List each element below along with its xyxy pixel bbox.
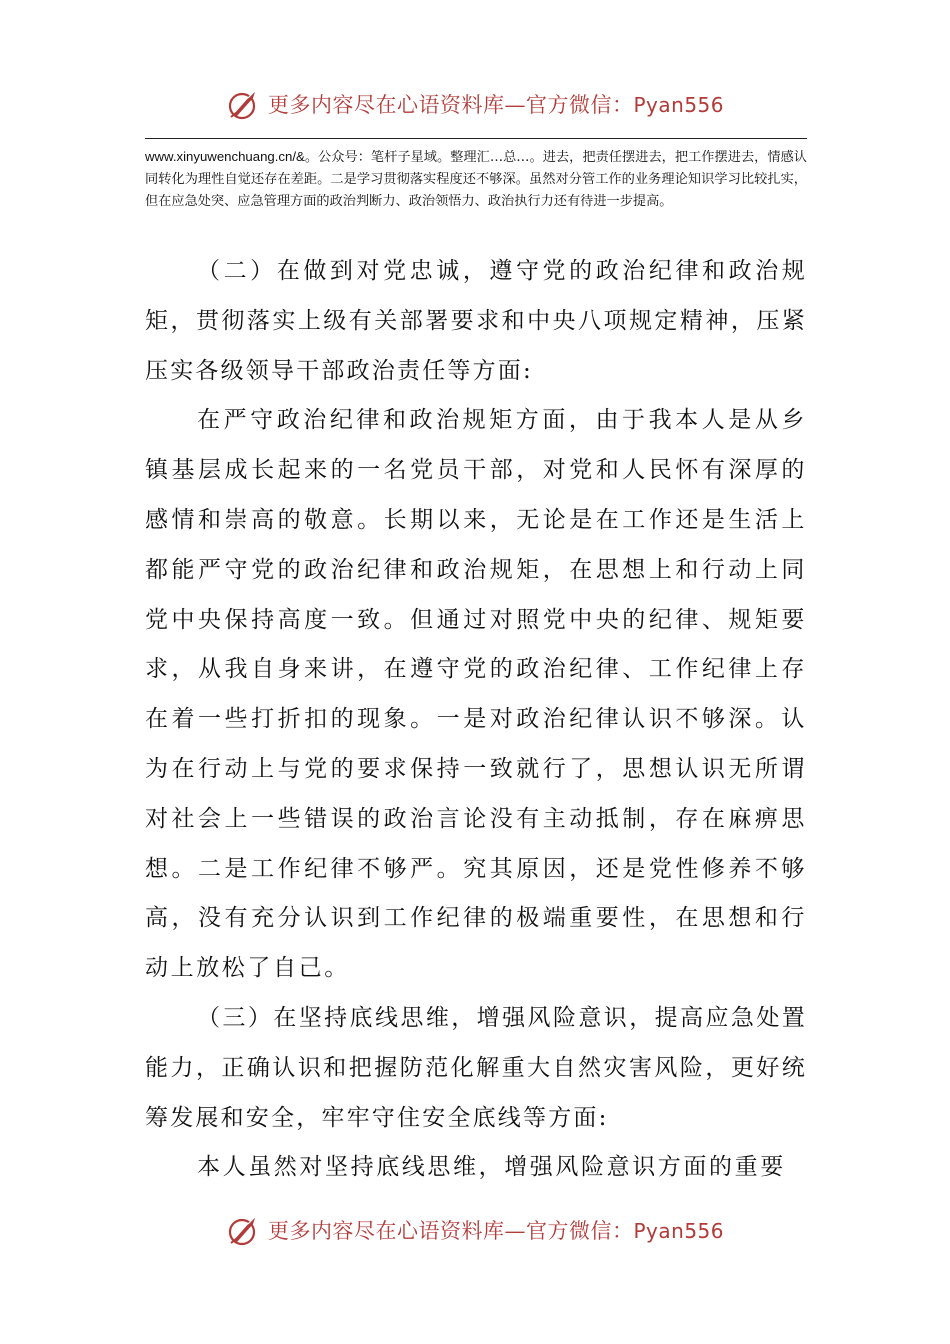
preface-url: www.xinyuwenchuang.cn/& <box>145 149 305 164</box>
banner-text <box>268 1215 724 1245</box>
banner-text-cn: 更多内容尽在心语资料库—官方微信： <box>267 1219 634 1243</box>
document-body <box>145 247 807 1193</box>
banner-text-wechat-id: Pyan556 <box>633 93 724 117</box>
banner-text-wechat-id: Pyan556 <box>633 1219 724 1243</box>
header-banner <box>0 84 950 124</box>
section-heading-3: （三）在坚持底线思维，增强风险意识，提高应急处置能力，正确认识和把握防范化解重大自然灾害风险，更好统筹发展和安全，牢牢守住安全底线等方面: <box>145 1004 807 1131</box>
pen-logo-icon <box>226 86 262 122</box>
pen-logo-icon <box>226 1212 262 1248</box>
banner-text-cn: 更多内容尽在心语资料库—官方微信： <box>267 93 634 117</box>
section-heading-2: （二）在做到对党忠诚，遵守党的政治纪律和政治规矩，贯彻落实上级有关部署要求和中央八项规定精神，压紧压实各级领导干部政治责任等方面: <box>145 258 807 384</box>
body-paragraph-risk: 本人虽然对坚持底线思维，增强风险意识方面的重要 <box>197 1154 786 1181</box>
body-paragraph-discipline: 在严守政治纪律和政治规矩方面，由于我本人是从乡镇基层成长起来的一名党员干部，对党和人民怀有深厚的感情和崇高的敬意。长期以来，无论是在工作还是生活上都能严守党的政治纪律和政治规矩，在思想上和行动上同党中央保持高度一致。但通过对照党中央的纪律、规矩要求，从我自身来讲，在遵守党的政治纪律、工作纪律上存在着一些打折扣的现象。一是对政治纪律认识不够深。认为在行动上与党的要求保持一致就行了，思想认识无所谓对社会上一些错误的政治言论没有主动抵制，存在麻痹思想。二是工作纪律不够严。究其原因，还是党性修养不够高，没有充分认识到工作纪律的极端重要性，在思想和行动上放松了自己。 <box>145 407 807 982</box>
preface-text: 。公众号：笔杆子星域。整理汇…总…。进去，把责任摆进去，把工作摆进去，情感认同转化为理性自觉还存在差距。二是学习贯彻落实程度还不够深。虽然对分管工作的业务理论知识学习比较扎实，但在应急处突、应急管理方面的政治判断力、政治领悟力、政治执行力还有待进一步提高。 <box>145 150 807 209</box>
header-rule <box>145 138 807 139</box>
footer-banner <box>0 1210 950 1250</box>
preface-paragraph <box>145 146 807 213</box>
banner-text <box>268 89 724 119</box>
